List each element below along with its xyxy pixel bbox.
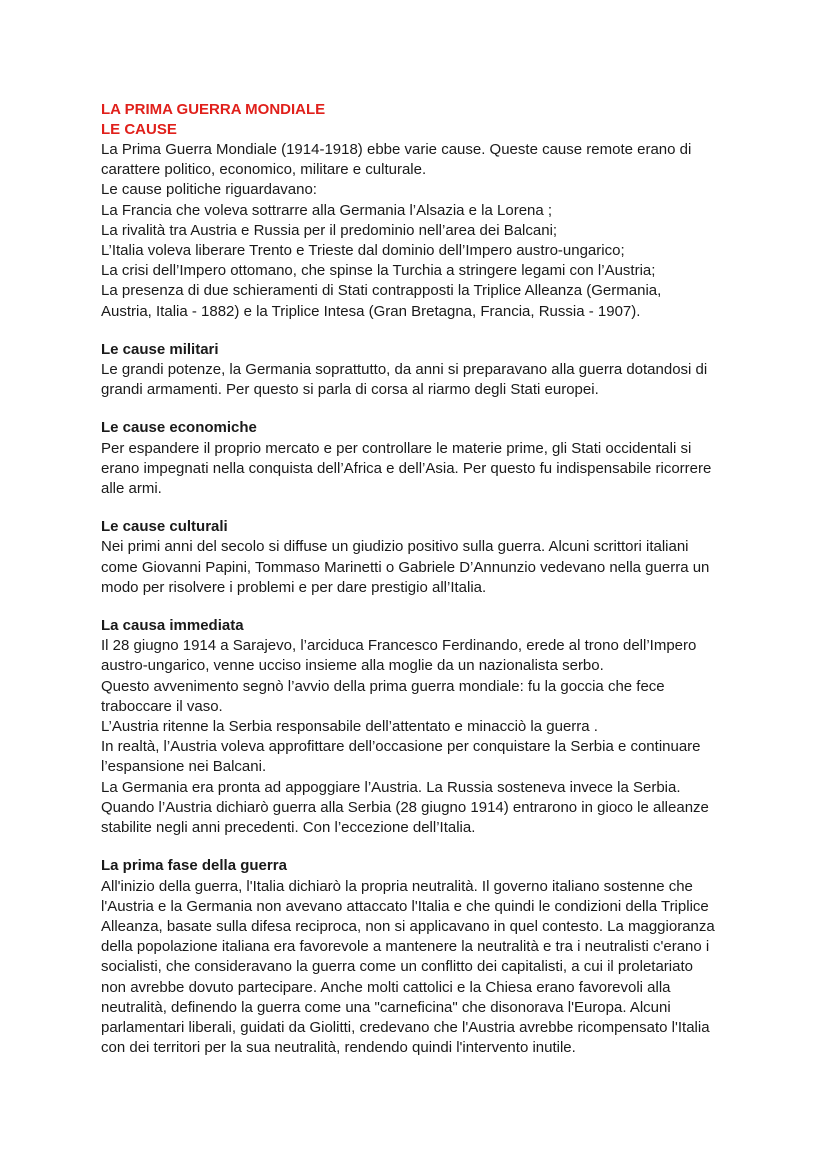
text-line: La Germania era pronta ad appoggiare l’Austria. La Russia sosteneva invece la Serbia.	[101, 778, 681, 796]
section-heading: La prima fase della guerra	[101, 857, 287, 875]
section-cultural	[101, 517, 731, 598]
text-line: traboccare il vaso.	[101, 697, 223, 715]
section-immediate-cause	[101, 616, 731, 838]
text-line: Austria, Italia - 1882) e la Triplice Intesa (Gran Bretagna, Francia, Russia - 1907).	[101, 302, 641, 320]
text-line: La Francia che voleva sottrarre alla Germania l’Alsazia e la Lorena ;	[101, 201, 553, 219]
text-line: Per espandere il proprio mercato e per controllare le materie prime, gli Stati occidentali si	[101, 439, 692, 457]
section-military	[101, 340, 731, 401]
text-line: l'Austria e la Germania non avevano attaccato l'Italia e che quindi le condizioni della Triplice	[101, 897, 709, 915]
intro-paragraph	[101, 140, 731, 322]
text-line: Le grandi potenze, la Germania soprattutto, da anni si preparavano alla guerra dotandosi di	[101, 361, 708, 379]
text-line: austro-ungarico, venne ucciso insieme alla moglie da un nazionalista serbo.	[101, 657, 604, 675]
text-line: Il 28 giugno 1914 a Sarajevo, l’arciduca Francesco Ferdinando, erede al trono dell’Impero	[101, 637, 697, 655]
text-line: La presenza di due schieramenti di Stati contrapposti la Triplice Alleanza (Germania,	[101, 282, 662, 300]
text-line: La rivalità tra Austria e Russia per il predominio nell’area dei Balcani;	[101, 221, 558, 239]
text-line: Le cause politiche riguardavano:	[101, 181, 317, 199]
text-line: erano impegnati nella conquista dell’Africa e dell’Asia. Per questo fu indispensabile ricorrere	[101, 459, 712, 477]
text-line: stabilite negli anni precedenti. Con l’eccezione dell’Italia.	[101, 819, 476, 837]
text-line: Questo avvenimento segnò l’avvio della prima guerra mondiale: fu la goccia che fece	[101, 677, 665, 695]
text-line: Alleanza, basate sulla difesa reciproca, non si applicavano in quel contesto. La maggioranza	[101, 917, 715, 935]
text-line: neutralità, definendo la guerra come una "carneficina" che disonorava l'Europa. Alcuni	[101, 998, 671, 1016]
text-line: alle armi.	[101, 480, 162, 498]
title-line-sub: LE CAUSE	[101, 121, 177, 138]
text-line: carattere politico, economico, militare e culturale.	[101, 161, 427, 179]
document-title	[101, 100, 731, 140]
text-line: l’espansione nei Balcani.	[101, 758, 267, 776]
text-line: non avrebbe dovuto partecipare. Anche molti cattolici e la Chiesa erano favorevoli alla	[101, 978, 671, 996]
text-line: socialisti, che consideravano la guerra come un conflitto dei capitalisti, a cui il proletariato	[101, 958, 693, 976]
title-line-main: LA PRIMA GUERRA MONDIALE	[101, 101, 326, 118]
text-line: della popolazione italiana era favorevole a mantenere la neutralità e tra i neutralisti c'erano i	[101, 938, 710, 956]
section-heading: Le cause culturali	[101, 518, 228, 536]
text-line: come Giovanni Papini, Tommaso Marinetti o Gabriele D’Annunzio vedevano nella guerra un	[101, 558, 710, 576]
section-heading: Le cause economiche	[101, 419, 257, 437]
text-line: grandi armamenti. Per questo si parla di corsa al riarmo degli Stati europei.	[101, 381, 599, 399]
section-first-phase	[101, 856, 731, 1058]
text-line: modo per risolvere i problemi e per dare prestigio all’Italia.	[101, 578, 487, 596]
text-line: parlamentari liberali, guidati da Giolitti, credevano che l'Austria avrebbe ricompensato l'Italia	[101, 1018, 710, 1036]
text-line: L’Austria ritenne la Serbia responsabile dell’attentato e minacciò la guerra .	[101, 718, 598, 736]
text-line: Nei primi anni del secolo si diffuse un giudizio positivo sulla guerra. Alcuni scrittori italiani	[101, 538, 689, 556]
text-line: La crisi dell’Impero ottomano, che spinse la Turchia a stringere legami con l’Austria;	[101, 262, 656, 280]
section-heading: La causa immediata	[101, 617, 244, 635]
text-line: L’Italia voleva liberare Trento e Trieste dal dominio dell’Impero austro-ungarico;	[101, 242, 625, 260]
section-economic	[101, 418, 731, 499]
text-line: All'inizio della guerra, l'Italia dichiarò la propria neutralità. Il governo italiano sostenne che	[101, 877, 693, 895]
document-page	[101, 100, 731, 1058]
text-line: Quando l’Austria dichiarò guerra alla Serbia (28 giugno 1914) entrarono in gioco le alleanze	[101, 798, 709, 816]
section-heading: Le cause militari	[101, 340, 219, 358]
text-line: La Prima Guerra Mondiale (1914-1918) ebbe varie cause. Queste cause remote erano di	[101, 141, 692, 158]
text-line: In realtà, l’Austria voleva approfittare dell’occasione per conquistare la Serbia e continuare	[101, 738, 701, 756]
text-line: con dei territori per la sua neutralità, rendendo quindi l'intervento inutile.	[101, 1039, 576, 1057]
